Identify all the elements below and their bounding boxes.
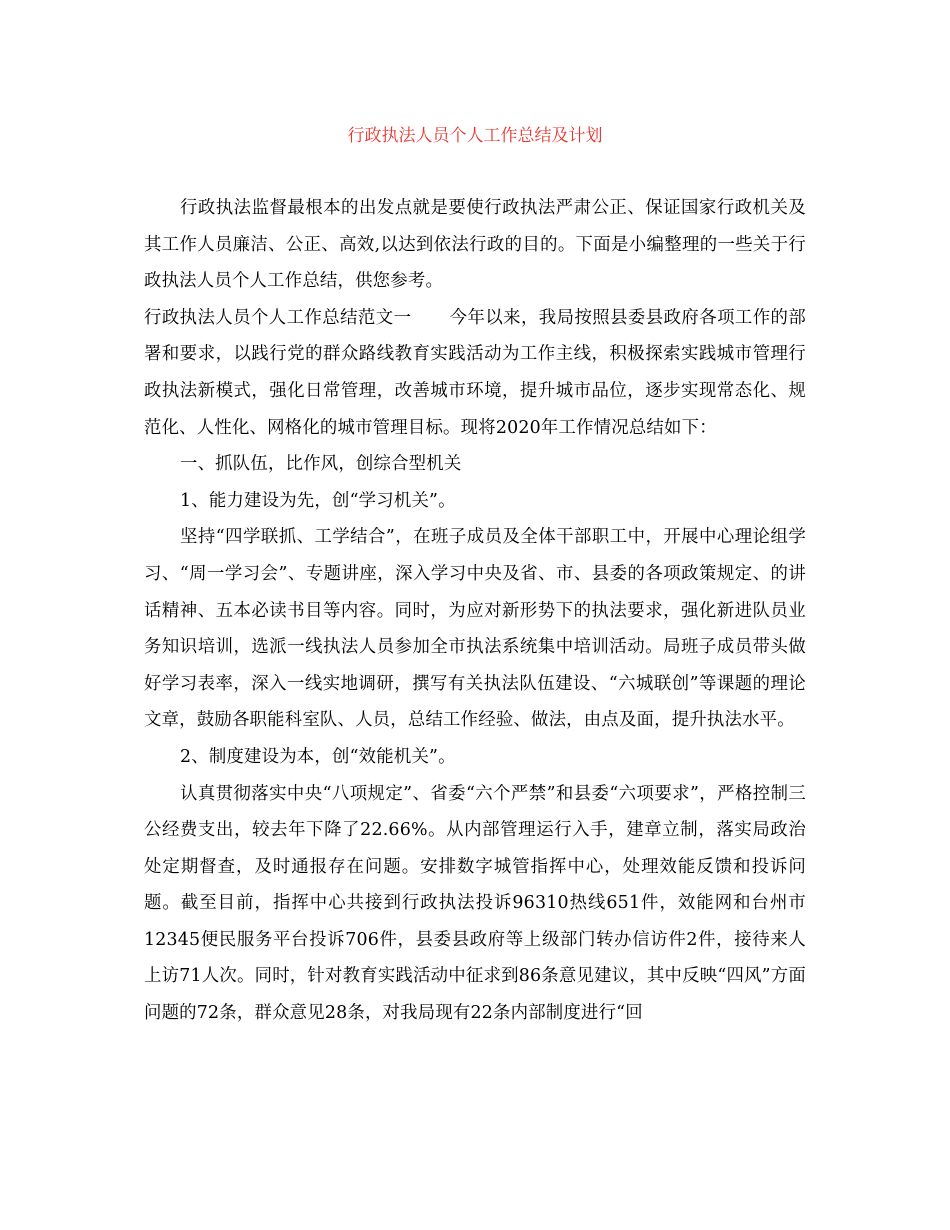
capacity-paragraph: 坚持“四学联抓、工学结合”，在班子成员及全体干部职工中，开展中心理论组学习、“周一学习会”、专题讲座，深入学习中央及省、市、县委的各项政策规定、的讲话精神、五本必读书目等内容。同时，为应对新形势下的执法要求，强化新进队员业务知识培训，选派一线执法人员参加全市执法系统集中培训活动。局班子成员带头做好学习表率，深入一线实地调研，撰写有关执法队伍建设、“六城联创”等课题的理论文章，鼓励各职能科室队、人员，总结工作经验、做法，由点及面，提升执法水平。: [144, 527, 806, 731]
section-paragraph: [144, 300, 806, 446]
document-title: 行政执法人员个人工作总结及计划: [347, 126, 603, 146]
intro-paragraph: 行政执法监督最根本的出发点就是要使行政执法严肃公正、保证国家行政机关及其工作人员廉洁、公正、高效,以达到依法行政的目的。下面是小编整理的一些关于行政执法人员个人工作总结，供您参考。: [144, 198, 806, 292]
section-heading: 行政执法人员个人工作总结范文一: [144, 307, 412, 328]
item-heading-system: 2、制度建设为本，创“效能机关”。: [180, 746, 456, 767]
system-paragraph: 认真贯彻落实中央“八项规定”、省委“六个严禁”和县委“六项要求”，严格控制三公经费支出，较去年下降了22.66%。从内部管理运行入手，建章立制，落实局政治处定期督查，及时通报存在问题。安排数字城管指挥中心，处理效能反馈和投诉问题。截至目前，指挥中心共接到行政执法投诉96310热线651件，效能网和台州市12345便民服务平台投诉706件，县委县政府等上级部门转办信访件2件，接待来人上访71人次。同时，针对教育实践活动中征求到86条意见建议，其中反映“四风”方面问题的72条，群众意见28条，对我局现有22条内部制度进行“回: [144, 783, 806, 1024]
document-body: [144, 190, 806, 1032]
subheading-one: 一、抓队伍，比作风，创综合型机关: [180, 454, 462, 475]
section-text: 今年以来，我局按照县委县政府各项工作的部署和要求，以践行党的群众路线教育实践活动为工作主线，积极探索实践城市管理行政执法新模式，强化日常管理，改善城市环境，提升城市品位，逐步实现常态化、规范化、人性化、网格化的城市管理目标。现将2020年工作情况总结如下：: [144, 307, 806, 438]
item-heading-capacity: 1、能力建设为先，创“学习机关”。: [180, 490, 456, 511]
